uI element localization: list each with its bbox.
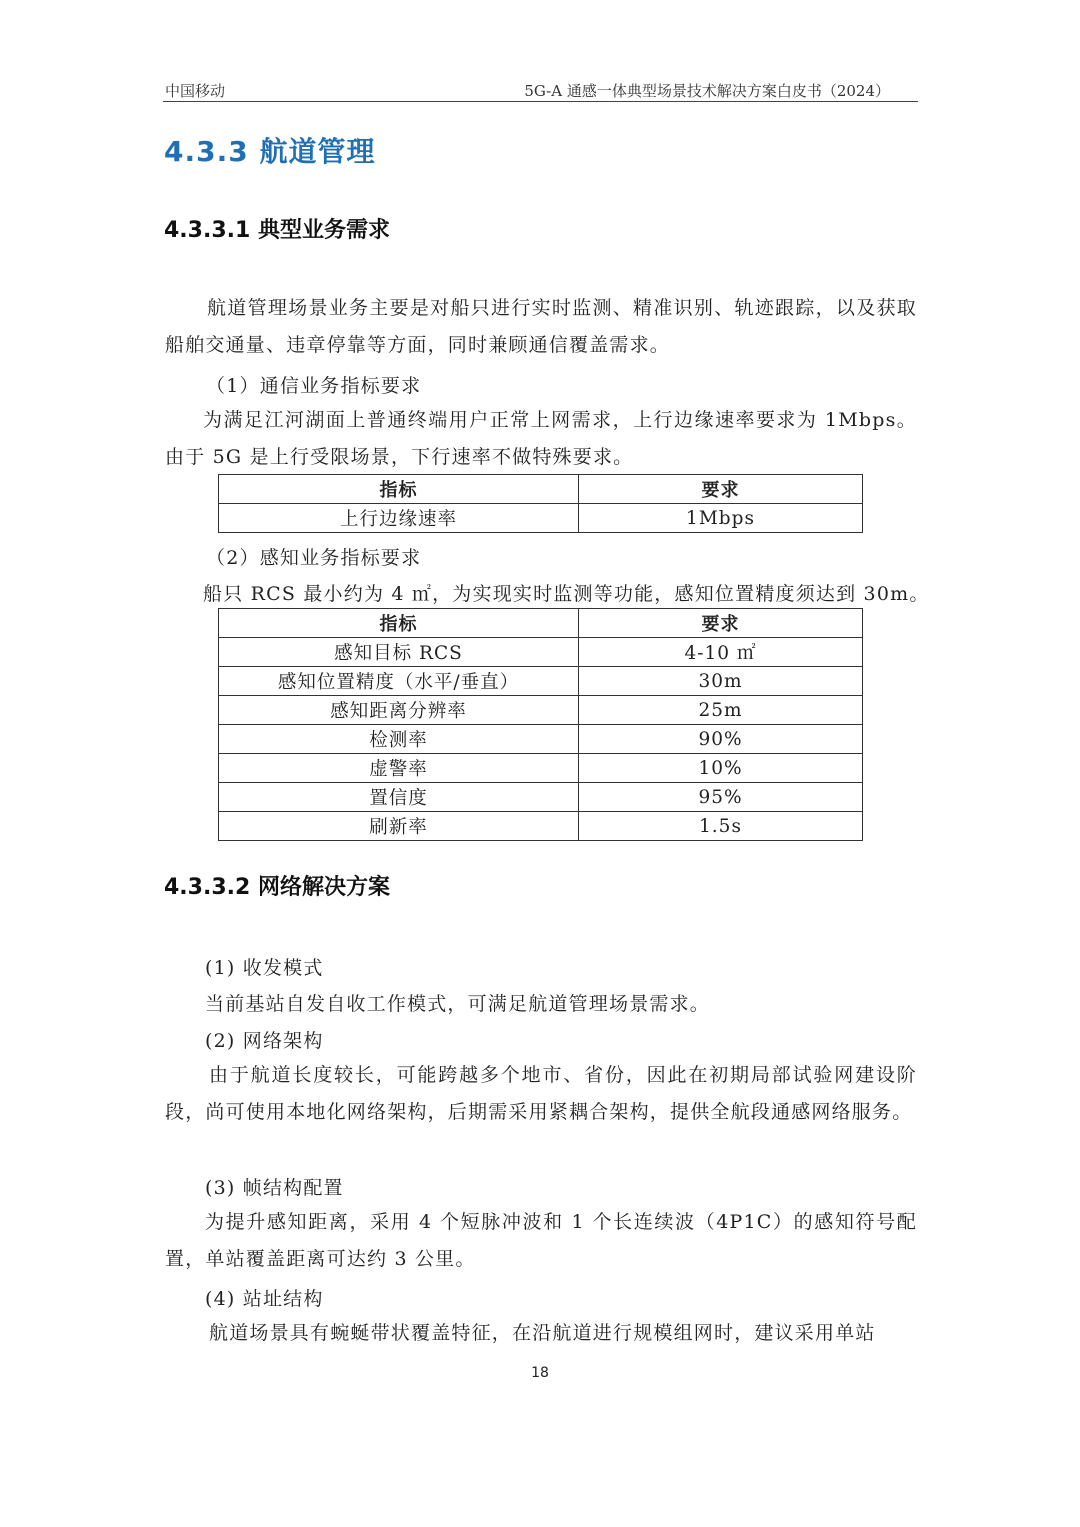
- header-org: 中国移动: [165, 82, 226, 100]
- table-row: [219, 696, 863, 725]
- table-row: [219, 504, 863, 533]
- table-header-cell: 要求: [579, 475, 863, 504]
- item-text-1: 当前基站自发自收工作模式，可满足航道管理场景需求。: [205, 993, 711, 1015]
- table-row: [219, 725, 863, 754]
- table-header-row: [219, 475, 863, 504]
- table-cell-value: 90%: [579, 725, 863, 754]
- table-cell-metric: 感知距离分辨率: [219, 696, 579, 725]
- table-cell-value: 95%: [579, 783, 863, 812]
- table-row: [219, 638, 863, 667]
- item-heading-2: (2) 网络架构: [205, 1030, 324, 1052]
- table-cell-value: 10%: [579, 754, 863, 783]
- subsection-title-requirements: 4.3.3.1 典型业务需求: [164, 218, 390, 243]
- comm-spec-table: [218, 474, 863, 533]
- item-heading-4: (4) 站址结构: [205, 1288, 324, 1310]
- item-text-4: 航道场景具有蜿蜒带状覆盖特征，在沿航道进行规模组网时，建议采用单站: [209, 1322, 876, 1344]
- item-text-2: 由于航道长度较长，可能跨越多个地市、省份，因此在初期局部试验网建设阶段，尚可使用本地化网络架构，后期需采用紧耦合架构，提供全航段通感网络服务。: [165, 1064, 917, 1123]
- table-header-cell: 要求: [579, 609, 863, 638]
- item-heading-3: (3) 帧结构配置: [205, 1177, 344, 1199]
- table-cell-metric: 置信度: [219, 783, 579, 812]
- sense-paragraph: 船只 RCS 最小约为 4 ㎡，为实现实时监测等功能，感知位置精度须达到 30m。: [203, 583, 930, 605]
- sense-heading: （2）感知业务指标要求: [206, 547, 422, 569]
- table-header-cell: 指标: [219, 609, 579, 638]
- page-number: 18: [531, 1365, 549, 1381]
- table-cell-metric: 感知目标 RCS: [219, 638, 579, 667]
- comm-heading: （1）通信业务指标要求: [206, 375, 422, 397]
- item-heading-1: (1) 收发模式: [205, 957, 324, 979]
- item-text-3: 为提升感知距离，采用 4 个短脉冲波和 1 个长连续波（4P1C）的感知符号配置，单站覆盖距离可达约 3 公里。: [165, 1211, 917, 1270]
- intro-paragraph: 航道管理场景业务主要是对船只进行实时监测、精准识别、轨迹跟踪，以及获取船舶交通量、违章停靠等方面，同时兼顾通信覆盖需求。: [165, 297, 917, 356]
- header-doc-title: 5G-A 通感一体典型场景技术解决方案白皮书（2024）: [524, 82, 890, 100]
- table-row: [219, 667, 863, 696]
- table-row: [219, 783, 863, 812]
- subsection-title-solution: 4.3.3.2 网络解决方案: [164, 875, 390, 900]
- table-cell-value: 4-10 ㎡: [579, 638, 863, 667]
- table-header-row: [219, 609, 863, 638]
- table-cell-value: 25m: [579, 696, 863, 725]
- header-divider: [163, 101, 918, 102]
- comm-paragraph: 为满足江河湖面上普通终端用户正常上网需求，上行边缘速率要求为 1Mbps。由于 5G 是上行受限场景，下行速率不做特殊要求。: [165, 409, 917, 468]
- table-cell-metric: 上行边缘速率: [219, 504, 579, 533]
- section-title: 4.3.3 航道管理: [164, 135, 376, 168]
- table-cell-metric: 感知位置精度（水平/垂直）: [219, 667, 579, 696]
- table-cell-metric: 检测率: [219, 725, 579, 754]
- table-row: [219, 754, 863, 783]
- table-cell-value: 1.5s: [579, 812, 863, 841]
- table-cell-value: 30m: [579, 667, 863, 696]
- table-row: [219, 812, 863, 841]
- table-header-cell: 指标: [219, 475, 579, 504]
- sense-spec-table: [218, 608, 863, 841]
- table-cell-metric: 刷新率: [219, 812, 579, 841]
- table-cell-value: 1Mbps: [579, 504, 863, 533]
- table-cell-metric: 虚警率: [219, 754, 579, 783]
